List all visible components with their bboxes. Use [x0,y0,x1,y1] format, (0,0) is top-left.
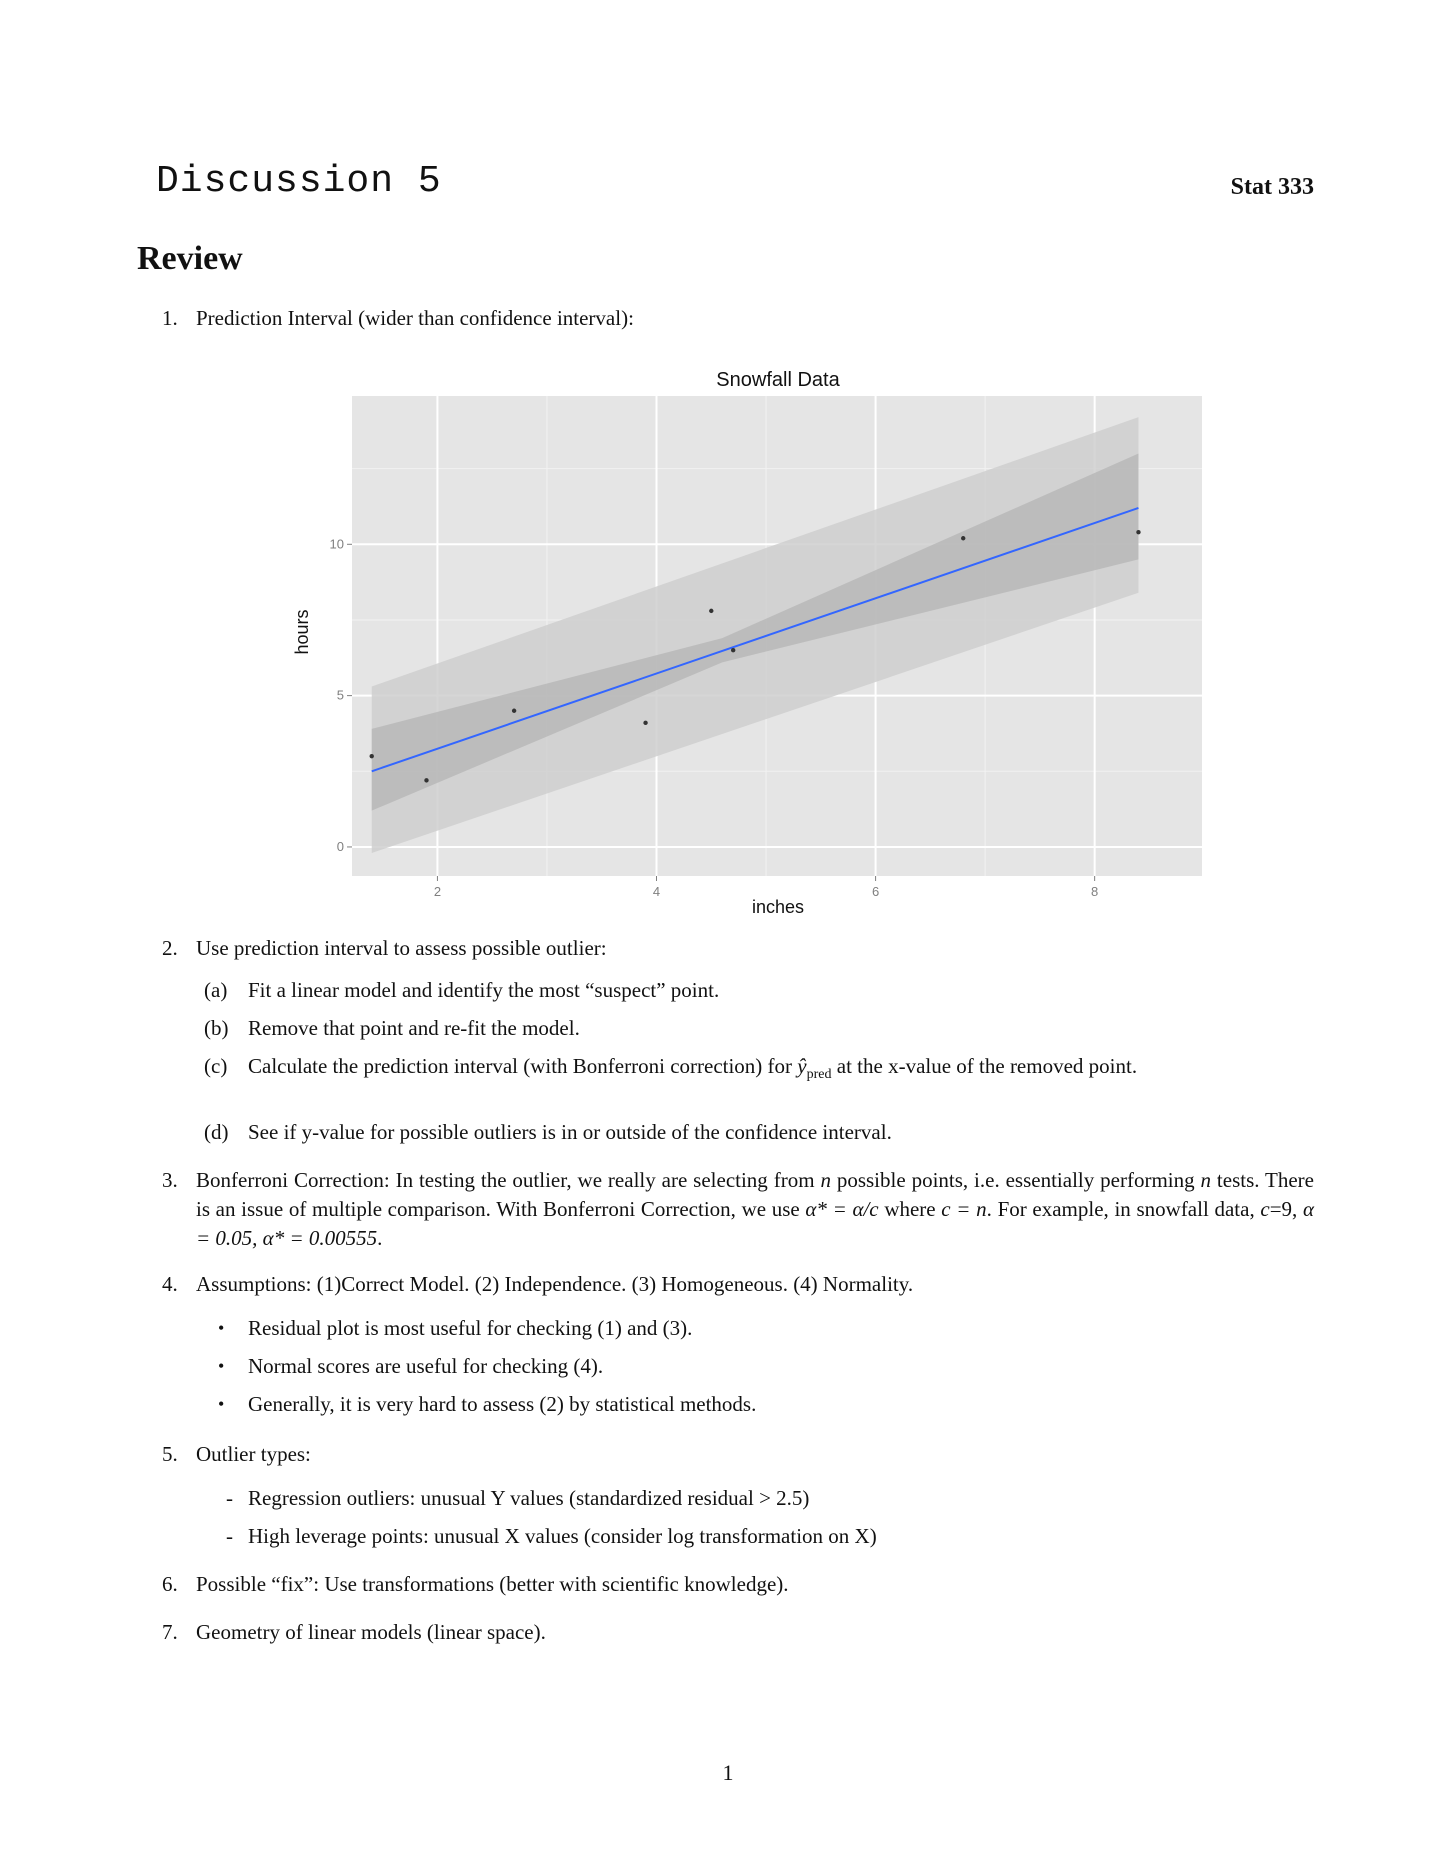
text-part: . For example, in snowfall data, [986,1197,1261,1221]
data-point [1136,530,1140,534]
sub-item-text: Remove that point and re-fit the model. [248,1016,580,1040]
item-text: Prediction Interval (wider than confidence interval): [196,306,634,330]
y-tick-label: 5 [336,687,344,703]
y-tick-label: 10 [329,536,344,552]
bullet-text: Generally, it is very hard to assess (2) by statistical methods. [248,1392,757,1416]
dash-mark: - [226,1486,233,1510]
text-part: possible points, i.e. essentially performing [830,1168,1201,1192]
x-axis-ticks [434,876,1098,899]
sub-item-label: (d) [204,1120,229,1144]
dash-text: Regression outliers: unusual Y values (standardized residual > 2.5) [248,1486,810,1510]
text-part: where [878,1197,942,1221]
item-number: 2. [162,936,178,960]
data-point [643,721,647,725]
sub-item-label: (c) [204,1054,228,1078]
dash-mark: - [226,1524,233,1548]
item-text [196,1166,1314,1253]
text-part: Bonferroni Correction: In testing the outlier, we really are selecting from [196,1168,821,1192]
bullet-icon: • [218,1318,225,1338]
data-point [512,709,516,713]
math-alpha-star: α* = α/c [805,1197,879,1221]
data-point [370,754,374,758]
math-yhat: ŷ [797,1054,807,1078]
page-number: 1 [722,1760,734,1785]
y-axis-ticks [330,536,352,854]
item-number: 5. [162,1442,178,1466]
math-c-equals-n: c = n [941,1197,987,1221]
item-text: Assumptions: (1)Correct Model. (2) Independence. (3) Homogeneous. (4) Normality. [196,1272,914,1296]
math-c: c [1260,1197,1270,1221]
chart-svg [290,366,1230,926]
document-title: Discussion 5 [156,160,442,203]
bullet-text: Normal scores are useful for checking (4). [248,1354,604,1378]
x-axis-label: inches [751,897,805,917]
text-part: tests. There is an issue of multiple comparison. With Bonferroni Correction, we use [196,1168,1314,1221]
text-part: Calculate the prediction interval (with Bonferroni correction) for [248,1054,798,1078]
sub-item-label: (b) [204,1016,229,1040]
section-title: Review [137,240,243,277]
chart-title: Snowfall Data [716,369,840,391]
x-tick-label: 4 [652,884,661,899]
text-part: at the x-value of the removed point. [831,1054,1138,1078]
bullet-icon: • [218,1394,225,1414]
data-point [731,648,735,652]
sub-item-text [248,1052,1314,1089]
math-n: n [820,1168,831,1192]
bullet-icon: • [218,1356,225,1376]
item-number: 7. [162,1620,178,1644]
dash-text: High leverage points: unusual X values (consider log transformation on X) [248,1524,877,1548]
item-number: 3. [162,1168,178,1192]
y-axis-label: hours [292,609,312,655]
text-part: =9, [1269,1197,1303,1221]
item-text: Geometry of linear models (linear space). [196,1620,546,1644]
math-n: n [1200,1168,1212,1192]
bullet-text: Residual plot is most useful for checking (1) and (3). [248,1316,693,1340]
data-point [961,536,965,540]
item-number: 4. [162,1272,178,1296]
sub-item-label: (a) [204,978,228,1002]
text-part: . [377,1226,383,1250]
x-tick-label: 2 [433,884,442,899]
data-point [424,778,428,782]
sub-item-text: Fit a linear model and identify the most “suspect” point. [248,978,720,1002]
course-label: Stat 333 [1230,174,1314,200]
x-tick-label: 8 [1091,884,1099,899]
snowfall-chart [290,366,1230,926]
item-number: 1. [162,306,178,330]
item-text: Outlier types: [196,1442,311,1466]
sub-item-text: See if y-value for possible outliers is in or outside of the confidence interval. [248,1120,892,1144]
y-tick-label: 0 [336,838,344,854]
header [156,160,1314,210]
item-text: Possible “fix”: Use transformations (better with scientific knowledge). [196,1572,789,1596]
math-alpha-values: α = 0.05, α* = 0.00555 [196,1197,1315,1250]
x-tick-label: 6 [871,884,880,899]
item-text: Use prediction interval to assess possible outlier: [196,936,607,960]
item-number: 6. [162,1572,178,1596]
data-point [709,609,713,613]
math-subscript: pred [806,1067,832,1083]
